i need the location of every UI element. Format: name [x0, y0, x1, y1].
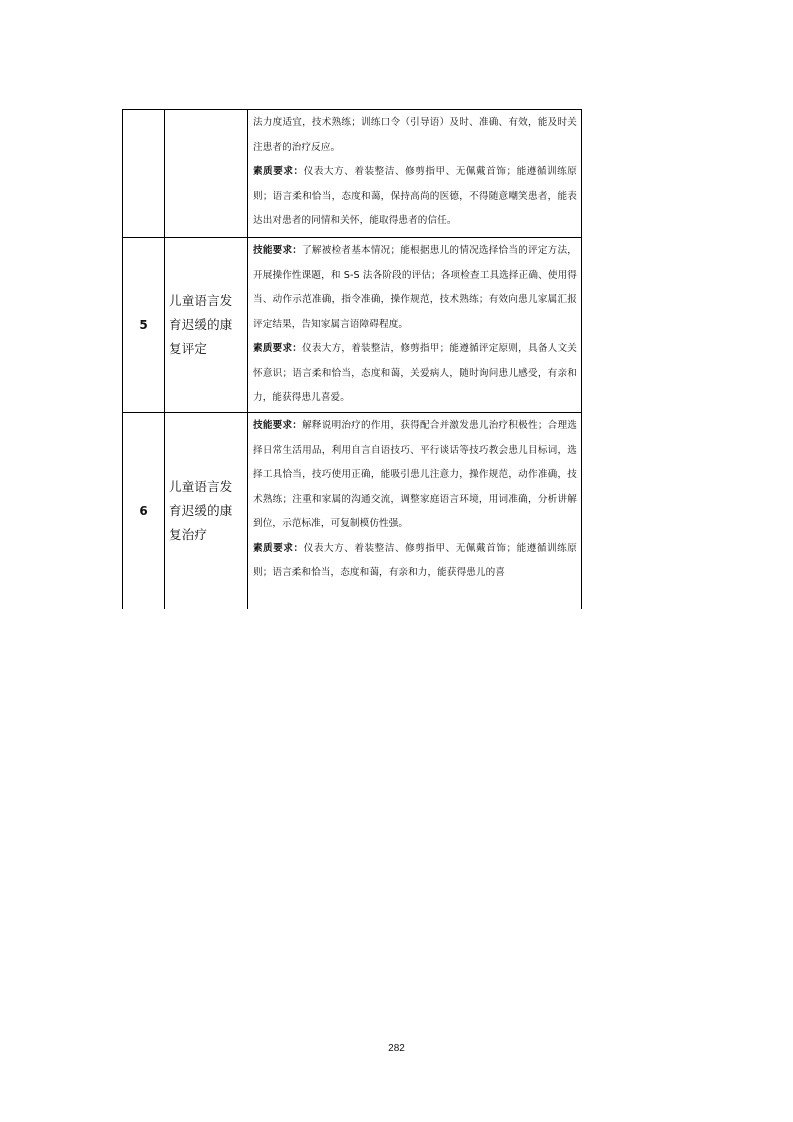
item-name-text: 儿童语言发育迟缓的康复评定: [169, 293, 233, 356]
item-requirements: [248, 413, 582, 609]
item-name: [165, 110, 248, 238]
item-number: [123, 110, 165, 238]
item-name-text: 儿童语言发育迟缓的康复治疗: [169, 478, 233, 542]
table-row: [123, 238, 582, 413]
requirement-text: 仪表大方、着装整洁、修剪指甲、无佩戴首饰；能遵循训练原则；语言柔和恰当，态度和蔼，保持高尚的医德，不得随意嘲笑患者，能表达出对患者的同情和关怀，能取得患者的信任。: [253, 166, 578, 226]
item-name: [165, 238, 248, 413]
requirement-label: 技能要求：: [253, 420, 303, 431]
item-name: [165, 413, 248, 609]
requirement-paragraph: [253, 160, 577, 234]
requirement-paragraph: [253, 111, 577, 160]
requirement-label: 素质要求：: [253, 166, 304, 177]
item-number: 5: [123, 238, 165, 413]
item-number: 6: [123, 413, 165, 609]
requirement-label: 素质要求：: [253, 343, 303, 354]
requirement-text: 法力度适宜，技术熟练；训练口令（引导语）及时、准确、有效，能及时关注患者的治疗反应。: [253, 117, 577, 153]
requirement-text: 解释说明治疗的作用，获得配合并激发患儿治疗积极性；合理选择日常生活用品，利用自言自语技巧、平行谈话等技巧教会患儿目标词，选择工具恰当，技巧使用正确，能吸引患儿注意力，操作规范，动作准确，技术熟练；注重和家属的沟通交流，调整家庭语言环境，用词准确，分析讲解到位，示范标准，可复制模仿性强。: [253, 420, 577, 529]
table-row: [123, 110, 582, 238]
assessment-table: [122, 109, 582, 609]
item-requirements: [248, 110, 582, 238]
requirement-paragraph: [253, 414, 577, 537]
table-row: [123, 413, 582, 609]
requirement-text: 了解被检者基本情况；能根据患儿的情况选择恰当的评定方法，开展操作性课题，和 S-S 法各阶段的评估；各项检查工具选择正确、使用得当、动作示范准确，指令准确，操作规范，技术熟练；有效向患儿家属汇报评定结果，告知家属言语障碍程度。: [253, 245, 577, 330]
requirement-text: 仪表大方、着装整洁、修剪指甲、无佩戴首饰；能遵循训练原则；语言柔和恰当，态度和蔼，有亲和力，能获得患儿的喜: [253, 542, 578, 578]
page-number: 282: [388, 1043, 405, 1054]
item-requirements: [248, 238, 582, 413]
requirement-paragraph: [253, 537, 577, 586]
requirement-paragraph: [253, 239, 577, 337]
requirement-label: 技能要求：: [253, 245, 303, 256]
requirement-paragraph: [253, 337, 577, 411]
requirement-label: 素质要求：: [253, 542, 304, 554]
requirement-text: 仪表大方，着装整洁，修剪指甲；能遵循评定原则，具备人文关怀意识；语言柔和恰当，态度和蔼，关爱病人，随时询问患儿感受，有亲和力，能获得患儿喜爱。: [253, 343, 577, 403]
